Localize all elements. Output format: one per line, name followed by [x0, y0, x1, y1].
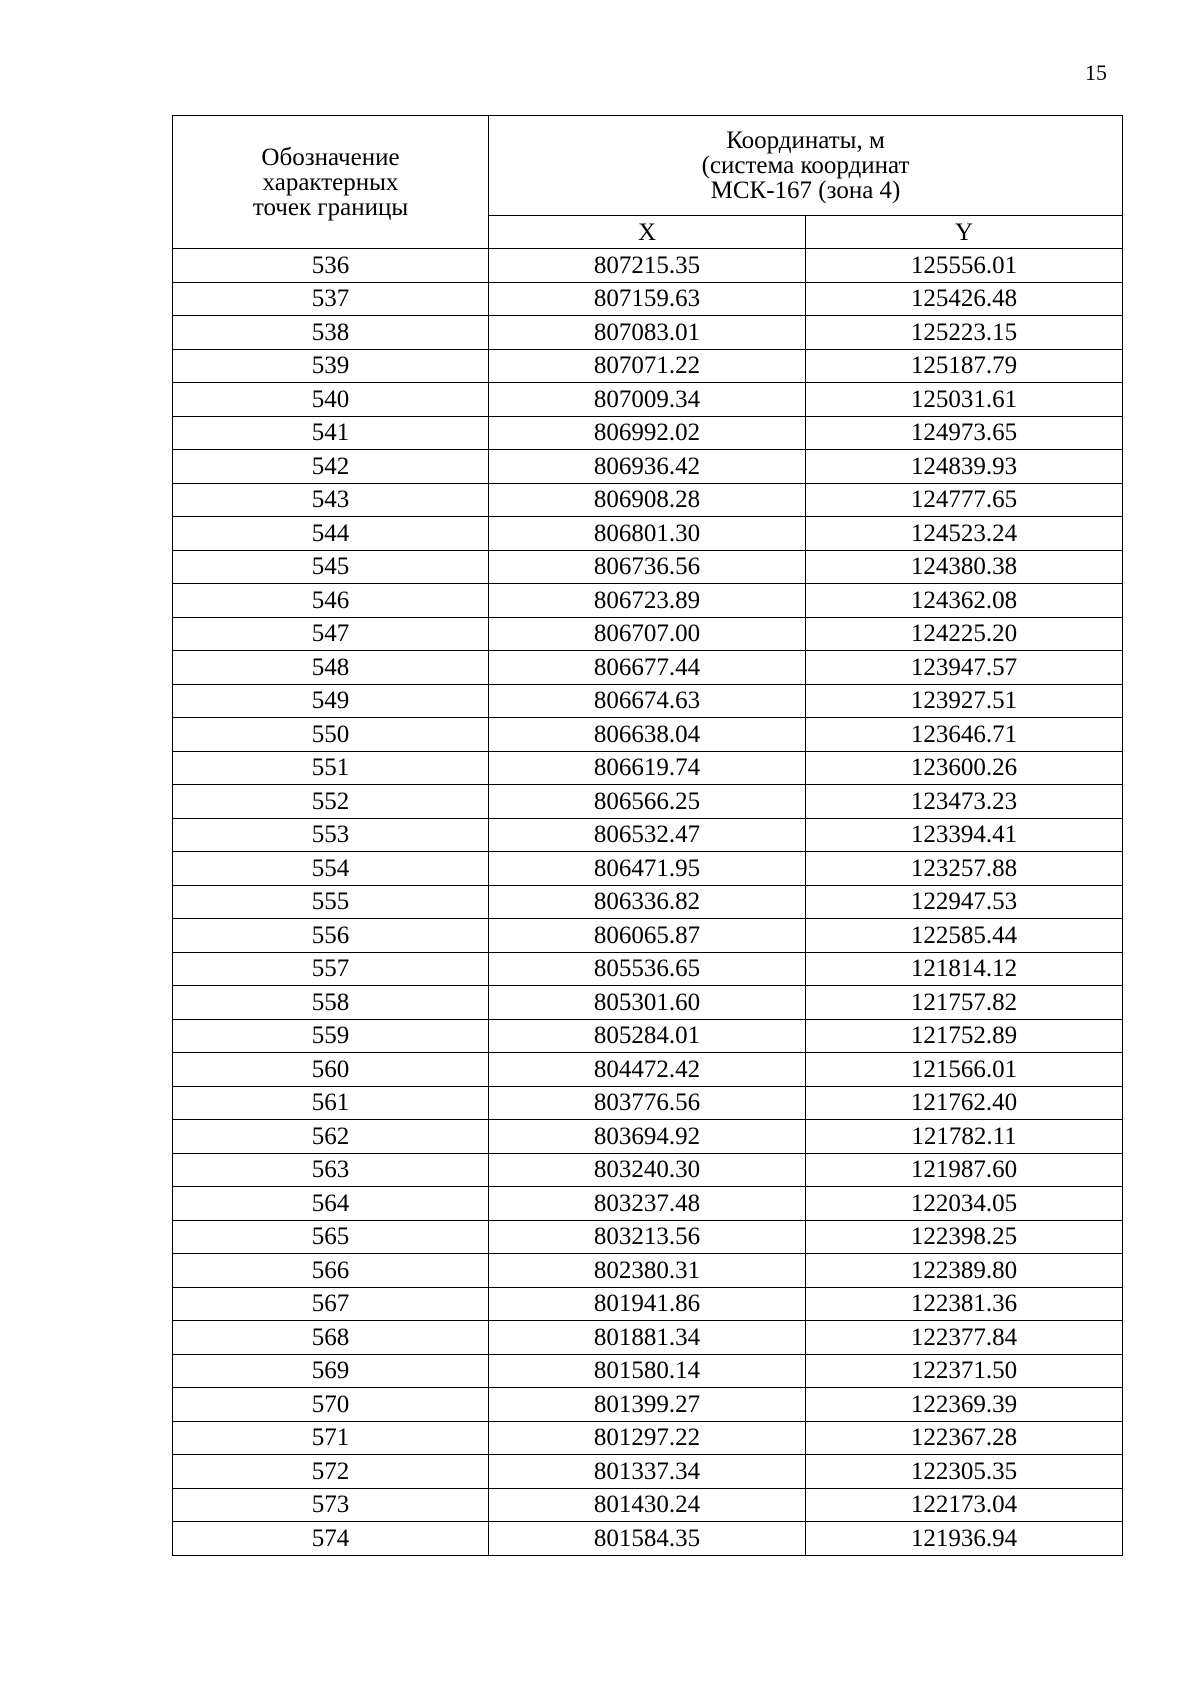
table-row	[173, 1388, 1123, 1422]
table-row	[173, 852, 1123, 886]
point-cell: 564	[173, 1187, 489, 1221]
table-row	[173, 483, 1123, 517]
x-cell: 806736.56	[489, 550, 806, 584]
x-cell: 801430.24	[489, 1488, 806, 1522]
point-cell: 563	[173, 1153, 489, 1187]
x-column-header: X	[489, 216, 806, 249]
y-cell: 121814.12	[806, 952, 1123, 986]
point-cell: 574	[173, 1522, 489, 1556]
x-cell: 805284.01	[489, 1019, 806, 1053]
table-row	[173, 1321, 1123, 1355]
point-cell: 537	[173, 282, 489, 316]
table-row	[173, 1421, 1123, 1455]
point-cell: 552	[173, 785, 489, 819]
coordinates-header-line: Координаты, м	[726, 127, 885, 155]
table-row	[173, 785, 1123, 819]
y-cell: 122173.04	[806, 1488, 1123, 1522]
x-cell: 804472.42	[489, 1053, 806, 1087]
y-cell: 125426.48	[806, 282, 1123, 316]
table-row	[173, 550, 1123, 584]
table-row	[173, 1053, 1123, 1087]
x-cell: 803240.30	[489, 1153, 806, 1187]
point-cell: 557	[173, 952, 489, 986]
x-cell: 801941.86	[489, 1287, 806, 1321]
y-cell: 124225.20	[806, 617, 1123, 651]
designation-header-line: характерных	[262, 168, 399, 196]
point-cell: 536	[173, 249, 489, 283]
y-cell: 123257.88	[806, 852, 1123, 886]
point-cell: 551	[173, 751, 489, 785]
x-cell: 806674.63	[489, 684, 806, 718]
table-row	[173, 1153, 1123, 1187]
x-cell: 805301.60	[489, 986, 806, 1020]
y-cell: 123473.23	[806, 785, 1123, 819]
point-cell: 569	[173, 1354, 489, 1388]
table-row	[173, 1354, 1123, 1388]
table-row	[173, 1019, 1123, 1053]
y-cell: 122369.39	[806, 1388, 1123, 1422]
point-cell: 541	[173, 416, 489, 450]
y-cell: 124362.08	[806, 584, 1123, 618]
x-cell: 806992.02	[489, 416, 806, 450]
table-row	[173, 885, 1123, 919]
x-cell: 806677.44	[489, 651, 806, 685]
y-cell: 122371.50	[806, 1354, 1123, 1388]
y-cell: 121752.89	[806, 1019, 1123, 1053]
coordinates-header-line: (система координат	[701, 152, 910, 180]
table-header	[173, 116, 1123, 249]
point-cell: 566	[173, 1254, 489, 1288]
table-row	[173, 282, 1123, 316]
y-cell: 125187.79	[806, 349, 1123, 383]
y-column-header: Y	[806, 216, 1123, 249]
point-cell: 554	[173, 852, 489, 886]
table-row	[173, 249, 1123, 283]
x-cell: 801584.35	[489, 1522, 806, 1556]
point-cell: 555	[173, 885, 489, 919]
point-cell: 544	[173, 517, 489, 551]
point-cell: 549	[173, 684, 489, 718]
y-cell: 123646.71	[806, 718, 1123, 752]
table-row	[173, 1220, 1123, 1254]
point-cell: 550	[173, 718, 489, 752]
y-cell: 123600.26	[806, 751, 1123, 785]
x-cell: 806065.87	[489, 919, 806, 953]
table-row	[173, 684, 1123, 718]
point-cell: 546	[173, 584, 489, 618]
table-row	[173, 818, 1123, 852]
y-cell: 125556.01	[806, 249, 1123, 283]
x-cell: 806638.04	[489, 718, 806, 752]
point-cell: 556	[173, 919, 489, 953]
y-cell: 123947.57	[806, 651, 1123, 685]
designation-header-line: точек границы	[252, 193, 409, 221]
x-cell: 803213.56	[489, 1220, 806, 1254]
table-row	[173, 349, 1123, 383]
x-cell: 806619.74	[489, 751, 806, 785]
x-cell: 806908.28	[489, 483, 806, 517]
x-cell: 801881.34	[489, 1321, 806, 1355]
point-cell: 573	[173, 1488, 489, 1522]
page-number: 15	[1085, 60, 1107, 85]
y-cell: 123394.41	[806, 818, 1123, 852]
x-cell: 807071.22	[489, 349, 806, 383]
y-cell: 121987.60	[806, 1153, 1123, 1187]
y-cell: 122367.28	[806, 1421, 1123, 1455]
point-cell: 570	[173, 1388, 489, 1422]
point-cell: 571	[173, 1421, 489, 1455]
y-cell: 123927.51	[806, 684, 1123, 718]
table-row	[173, 517, 1123, 551]
table-row	[173, 617, 1123, 651]
x-cell: 807083.01	[489, 316, 806, 350]
y-cell: 122377.84	[806, 1321, 1123, 1355]
table-row	[173, 584, 1123, 618]
table-row	[173, 1287, 1123, 1321]
table-row	[173, 1522, 1123, 1556]
point-cell: 567	[173, 1287, 489, 1321]
coordinates-header	[489, 116, 1123, 216]
point-cell: 542	[173, 450, 489, 484]
point-cell: 560	[173, 1053, 489, 1087]
y-cell: 121936.94	[806, 1522, 1123, 1556]
point-cell: 562	[173, 1120, 489, 1154]
table-row	[173, 651, 1123, 685]
x-cell: 806532.47	[489, 818, 806, 852]
x-cell: 803776.56	[489, 1086, 806, 1120]
y-cell: 125223.15	[806, 316, 1123, 350]
x-cell: 806801.30	[489, 517, 806, 551]
y-cell: 122389.80	[806, 1254, 1123, 1288]
x-cell: 801297.22	[489, 1421, 806, 1455]
y-cell: 122947.53	[806, 885, 1123, 919]
point-cell: 548	[173, 651, 489, 685]
point-cell: 543	[173, 483, 489, 517]
x-cell: 805536.65	[489, 952, 806, 986]
table-row	[173, 1120, 1123, 1154]
point-cell: 572	[173, 1455, 489, 1489]
designation-header	[173, 116, 489, 249]
table-row	[173, 718, 1123, 752]
table-row	[173, 751, 1123, 785]
x-cell: 806723.89	[489, 584, 806, 618]
y-cell: 124839.93	[806, 450, 1123, 484]
y-cell: 121566.01	[806, 1053, 1123, 1087]
y-cell: 122381.36	[806, 1287, 1123, 1321]
y-cell: 122034.05	[806, 1187, 1123, 1221]
table-row	[173, 1455, 1123, 1489]
x-cell: 801580.14	[489, 1354, 806, 1388]
x-cell: 806936.42	[489, 450, 806, 484]
y-cell: 121762.40	[806, 1086, 1123, 1120]
table-body	[173, 249, 1123, 1556]
table-row	[173, 986, 1123, 1020]
x-cell: 801337.34	[489, 1455, 806, 1489]
point-cell: 561	[173, 1086, 489, 1120]
table-row	[173, 1254, 1123, 1288]
y-cell: 122585.44	[806, 919, 1123, 953]
y-cell: 124973.65	[806, 416, 1123, 450]
table-row	[173, 1086, 1123, 1120]
point-cell: 540	[173, 383, 489, 417]
designation-header-line: Обозначение	[261, 143, 400, 171]
table-row	[173, 1187, 1123, 1221]
table-row	[173, 316, 1123, 350]
x-cell: 801399.27	[489, 1388, 806, 1422]
point-cell: 565	[173, 1220, 489, 1254]
point-cell: 545	[173, 550, 489, 584]
point-cell: 558	[173, 986, 489, 1020]
point-cell: 568	[173, 1321, 489, 1355]
y-cell: 124523.24	[806, 517, 1123, 551]
table-row	[173, 919, 1123, 953]
table-row	[173, 383, 1123, 417]
point-cell: 538	[173, 316, 489, 350]
coordinates-header-line: МСК-167 (зона 4)	[710, 177, 901, 205]
table-row	[173, 450, 1123, 484]
x-cell: 802380.31	[489, 1254, 806, 1288]
y-cell: 121757.82	[806, 986, 1123, 1020]
x-cell: 807009.34	[489, 383, 806, 417]
y-cell: 125031.61	[806, 383, 1123, 417]
point-cell: 559	[173, 1019, 489, 1053]
x-cell: 803694.92	[489, 1120, 806, 1154]
x-cell: 807159.63	[489, 282, 806, 316]
y-cell: 124777.65	[806, 483, 1123, 517]
x-cell: 806707.00	[489, 617, 806, 651]
table-row	[173, 1488, 1123, 1522]
y-cell: 121782.11	[806, 1120, 1123, 1154]
point-cell: 539	[173, 349, 489, 383]
point-cell: 547	[173, 617, 489, 651]
x-cell: 806471.95	[489, 852, 806, 886]
y-cell: 124380.38	[806, 550, 1123, 584]
y-cell: 122398.25	[806, 1220, 1123, 1254]
x-cell: 806336.82	[489, 885, 806, 919]
x-cell: 803237.48	[489, 1187, 806, 1221]
point-cell: 553	[173, 818, 489, 852]
coordinates-table	[172, 115, 1123, 1556]
table-row	[173, 952, 1123, 986]
x-cell: 806566.25	[489, 785, 806, 819]
y-cell: 122305.35	[806, 1455, 1123, 1489]
x-cell: 807215.35	[489, 249, 806, 283]
table-row	[173, 416, 1123, 450]
